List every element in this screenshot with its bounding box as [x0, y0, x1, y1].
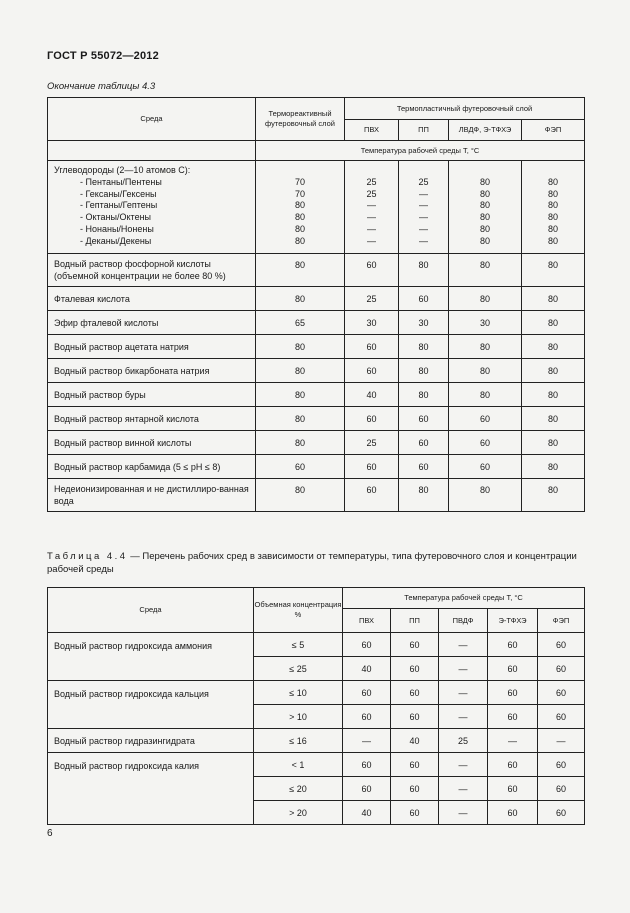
- cell-value: 60: [399, 287, 449, 311]
- cell-value: 70: [294, 188, 305, 199]
- cell-value: 60: [391, 777, 439, 801]
- row-medium: Водный раствор буры: [48, 383, 256, 407]
- cell-value: 60: [343, 777, 391, 801]
- header-medium: Среда: [48, 588, 254, 633]
- cell-concentration: ≤ 10: [254, 681, 343, 705]
- value-column-pp: [399, 161, 449, 254]
- cell-value: 60: [399, 455, 449, 479]
- subheader-fep: ФЭП: [522, 120, 585, 141]
- cell-value: 25: [418, 176, 429, 187]
- table-row: [48, 311, 585, 335]
- cell-value: 60: [538, 657, 585, 681]
- row-medium: Водный раствор карбамида (5 ≤ pH ≤ 8): [48, 455, 256, 479]
- table-row: [48, 633, 585, 657]
- row-medium: Недеионизированная и не дистиллиро-ванная вода: [48, 479, 256, 512]
- cell-value: 80: [479, 212, 490, 223]
- group-title: Углеводороды (2—10 атомов С):: [54, 165, 191, 175]
- cell-value: 60: [488, 777, 538, 801]
- table-4-4: [47, 587, 585, 825]
- cell-value: 60: [391, 657, 439, 681]
- table-row: [48, 431, 585, 455]
- cell-value: 80: [399, 335, 449, 359]
- cell-value: 60: [488, 705, 538, 729]
- cell-value: 80: [399, 359, 449, 383]
- cell-value: —: [439, 705, 488, 729]
- header-medium: Среда: [48, 98, 256, 141]
- row-medium: Водный раствор гидроксида калия: [48, 753, 254, 825]
- cell-value: 25: [345, 287, 399, 311]
- cell-value: 60: [391, 633, 439, 657]
- row-medium: Водный раствор гидразингидрата: [48, 729, 254, 753]
- cell-value: 65: [256, 311, 345, 335]
- cell-value: 25: [439, 729, 488, 753]
- cell-value: —: [419, 235, 428, 246]
- header-temperature: Температура рабочей среды Т, °С: [256, 141, 585, 161]
- cell-value: 60: [343, 705, 391, 729]
- row-medium: Водный раствор гидроксида кальция: [48, 681, 254, 729]
- subheader-pvc: ПВХ: [345, 120, 399, 141]
- cell-value: 80: [294, 223, 305, 234]
- subheader-pp: ПП: [391, 609, 439, 633]
- table-row: [48, 359, 585, 383]
- cell-value: 80: [256, 287, 345, 311]
- row-medium: Эфир фталевой кислоты: [48, 311, 256, 335]
- cell-value: —: [343, 729, 391, 753]
- cell-value: 80: [479, 235, 490, 246]
- list-item: - Гептаны/Гептены: [80, 200, 158, 211]
- list-item: - Деканы/Декены: [80, 235, 152, 246]
- cell-value: 60: [449, 407, 522, 431]
- cell-value: 80: [479, 223, 490, 234]
- cell-value: —: [367, 200, 376, 211]
- cell-value: 60: [343, 753, 391, 777]
- cell-value: —: [439, 681, 488, 705]
- document-id: ГОСТ Р 55072—2012: [47, 50, 159, 62]
- table-row: [48, 753, 585, 777]
- cell-value: 60: [256, 455, 345, 479]
- cell-value: 80: [256, 431, 345, 455]
- table-row: [48, 681, 585, 705]
- cell-value: 60: [538, 801, 585, 825]
- cell-value: 60: [345, 455, 399, 479]
- cell-value: 80: [449, 287, 522, 311]
- cell-value: 80: [548, 223, 559, 234]
- cell-value: 80: [522, 335, 585, 359]
- cell-value: 60: [391, 705, 439, 729]
- cell-value: —: [439, 633, 488, 657]
- header-concentration: Объемная концентрация %: [254, 588, 343, 633]
- cell-value: —: [439, 777, 488, 801]
- cell-value: —: [367, 223, 376, 234]
- cell-value: —: [367, 212, 376, 223]
- cell-value: 60: [538, 705, 585, 729]
- page-number: 6: [47, 828, 53, 839]
- cell-value: 80: [548, 212, 559, 223]
- list-item: - Октаны/Октены: [80, 212, 152, 223]
- cell-value: 60: [345, 479, 399, 512]
- cell-value: 80: [449, 359, 522, 383]
- table-4-4-title: [47, 550, 584, 576]
- cell-value: 80: [548, 188, 559, 199]
- subheader-fep: ФЭП: [538, 609, 585, 633]
- cell-value: 70: [294, 176, 305, 187]
- cell-value: 60: [449, 455, 522, 479]
- header-temperature: Температура рабочей среды Т, °С: [343, 588, 585, 609]
- cell-value: 80: [399, 383, 449, 407]
- cell-value: 60: [488, 681, 538, 705]
- table-row: [48, 729, 585, 753]
- value-column-pvdf-etfe: [449, 161, 522, 254]
- cell-value: 80: [449, 383, 522, 407]
- table-caption: Окончание таблицы 4.3: [47, 81, 156, 92]
- cell-value: 80: [256, 407, 345, 431]
- subheader-pvdf-etfe: ЛВДФ, Э-ТФХЭ: [449, 120, 522, 141]
- cell-value: 80: [256, 479, 345, 512]
- value-column-thermoreactive: [256, 161, 345, 254]
- cell-value: 40: [391, 729, 439, 753]
- cell-concentration: < 1: [254, 753, 343, 777]
- cell-value: 80: [522, 383, 585, 407]
- row-medium: Водный раствор ацетата натрия: [48, 335, 256, 359]
- value-column-pvc: [345, 161, 399, 254]
- cell-value: —: [538, 729, 585, 753]
- cell-value: 80: [449, 254, 522, 287]
- table-row: [48, 254, 585, 287]
- cell-value: 30: [345, 311, 399, 335]
- value-column-fep: [522, 161, 585, 254]
- row-medium: Водный раствор гидроксида аммония: [48, 633, 254, 681]
- table-row: [48, 479, 585, 512]
- cell-value: 80: [548, 200, 559, 211]
- cell-value: 80: [522, 479, 585, 512]
- cell-value: 80: [256, 359, 345, 383]
- cell-value: 60: [538, 753, 585, 777]
- cell-value: 25: [366, 188, 377, 199]
- cell-value: —: [439, 753, 488, 777]
- table-title-text: — Перечень рабочих сред в зависимости от температуры, типа футеровочного слоя и концентрации рабочей среды: [47, 551, 577, 575]
- header-thermoreactive: Термореактивный футеровочный слой: [256, 98, 345, 141]
- cell-value: —: [419, 188, 428, 199]
- table-4-3: [47, 97, 585, 512]
- cell-value: 60: [488, 753, 538, 777]
- table-row: [48, 287, 585, 311]
- cell-value: 80: [479, 176, 490, 187]
- cell-value: 40: [345, 383, 399, 407]
- table-row: [48, 455, 585, 479]
- subheader-etfe: Э-ТФХЭ: [488, 609, 538, 633]
- subheader-pp: ПП: [399, 120, 449, 141]
- cell-concentration: ≤ 16: [254, 729, 343, 753]
- cell-value: 60: [391, 681, 439, 705]
- cell-value: 80: [522, 287, 585, 311]
- cell-value: 60: [449, 431, 522, 455]
- cell-value: —: [419, 212, 428, 223]
- cell-value: 80: [256, 335, 345, 359]
- list-item: - Гексаны/Гексены: [80, 188, 157, 199]
- row-medium: Водный раствор янтарной кислота: [48, 407, 256, 431]
- cell-value: —: [488, 729, 538, 753]
- table-row: [48, 383, 585, 407]
- cell-value: 80: [256, 383, 345, 407]
- cell-value: 40: [343, 801, 391, 825]
- cell-value: 80: [294, 235, 305, 246]
- cell-value: —: [439, 801, 488, 825]
- cell-value: 80: [294, 200, 305, 211]
- cell-value: 30: [449, 311, 522, 335]
- cell-value: 80: [294, 212, 305, 223]
- cell-value: 80: [256, 254, 345, 287]
- cell-value: 80: [522, 455, 585, 479]
- cell-value: 80: [548, 235, 559, 246]
- cell-value: 80: [522, 359, 585, 383]
- row-medium: Водный раствор бикарбоната натрия: [48, 359, 256, 383]
- subheader-pvdf: ПВДФ: [439, 609, 488, 633]
- cell-value: 80: [522, 431, 585, 455]
- cell-value: 60: [345, 407, 399, 431]
- cell-value: 60: [538, 681, 585, 705]
- cell-value: 30: [399, 311, 449, 335]
- cell-value: 60: [343, 633, 391, 657]
- cell-concentration: > 20: [254, 801, 343, 825]
- list-item: - Нонаны/Нонены: [80, 223, 154, 234]
- cell-value: 80: [479, 188, 490, 199]
- cell-value: 60: [488, 801, 538, 825]
- cell-value: —: [367, 235, 376, 246]
- cell-value: 60: [345, 335, 399, 359]
- row-medium: Водный раствор винной кислоты: [48, 431, 256, 455]
- cell-value: —: [439, 657, 488, 681]
- cell-value: 60: [488, 657, 538, 681]
- row-medium: Водный раствор фосфорной кислоты (объемной концентрации не более 80 %): [48, 254, 256, 287]
- cell-value: —: [419, 200, 428, 211]
- cell-value: 60: [345, 254, 399, 287]
- table-row-hydrocarbons: [48, 161, 256, 254]
- list-item: - Пентаны/Пентены: [80, 176, 162, 187]
- cell-value: 80: [522, 407, 585, 431]
- cell-value: 25: [366, 176, 377, 187]
- cell-concentration: ≤ 20: [254, 777, 343, 801]
- cell-value: 60: [538, 777, 585, 801]
- row-medium: Фталевая кислота: [48, 287, 256, 311]
- cell-value: 80: [449, 479, 522, 512]
- subheader-pvc: ПВХ: [343, 609, 391, 633]
- header-thermoplastic: Термопластичный футеровочный слой: [345, 98, 585, 120]
- cell-value: 80: [449, 335, 522, 359]
- table-row: [48, 407, 585, 431]
- cell-value: 60: [391, 801, 439, 825]
- table-number: Таблица 4.4: [47, 551, 128, 562]
- cell-value: 60: [343, 681, 391, 705]
- cell-value: 40: [343, 657, 391, 681]
- cell-value: 80: [399, 254, 449, 287]
- cell-value: 60: [488, 633, 538, 657]
- cell-value: 60: [345, 359, 399, 383]
- cell-value: 80: [479, 200, 490, 211]
- table-row: [48, 335, 585, 359]
- cell-value: 80: [399, 479, 449, 512]
- header-blank: [48, 141, 256, 161]
- cell-value: 80: [548, 176, 559, 187]
- cell-value: 25: [345, 431, 399, 455]
- cell-value: 80: [522, 254, 585, 287]
- cell-concentration: ≤ 25: [254, 657, 343, 681]
- cell-value: 60: [391, 753, 439, 777]
- cell-value: 60: [399, 431, 449, 455]
- cell-value: 60: [538, 633, 585, 657]
- cell-value: —: [419, 223, 428, 234]
- cell-concentration: ≤ 5: [254, 633, 343, 657]
- cell-concentration: > 10: [254, 705, 343, 729]
- cell-value: 80: [522, 311, 585, 335]
- cell-value: 60: [399, 407, 449, 431]
